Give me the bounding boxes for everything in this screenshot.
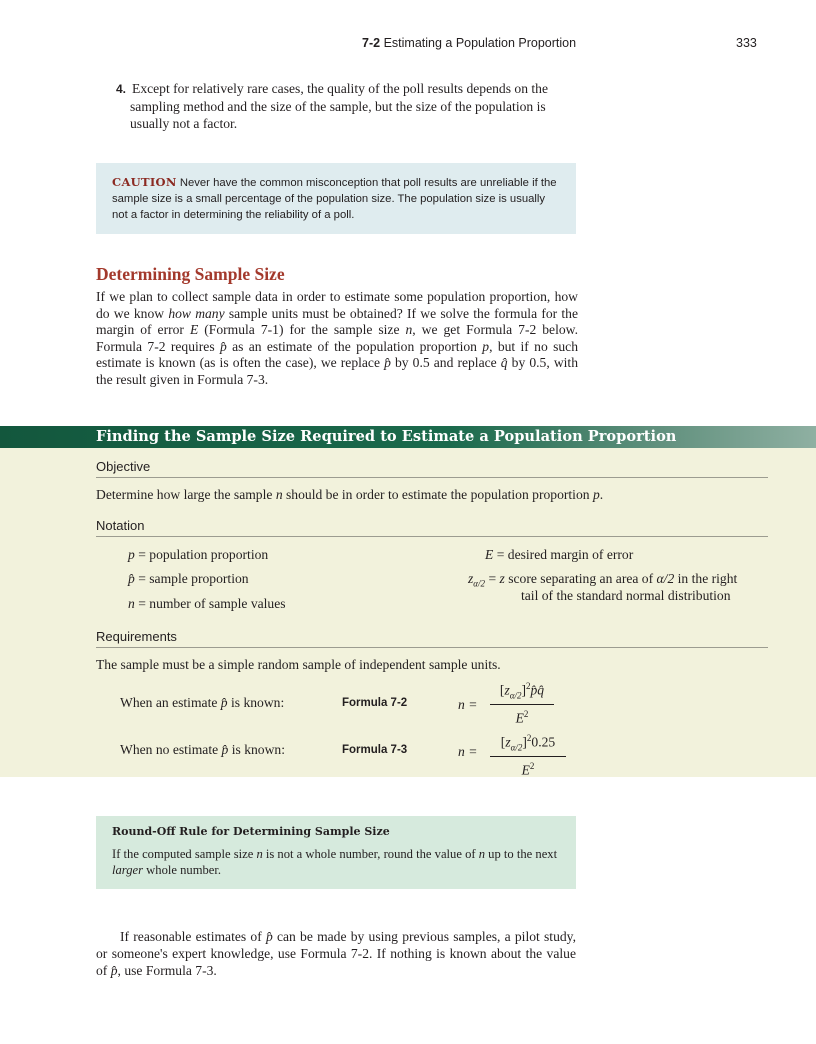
- notation-definition: score separating an area of: [504, 571, 657, 586]
- symbol-p-hat: p̂: [220, 695, 228, 710]
- symbol-p-hat: p̂: [384, 355, 391, 371]
- condition-text: When an estimate: [120, 695, 221, 710]
- caution-box: [96, 163, 576, 234]
- notation-p: [128, 547, 268, 563]
- rule-text: whole number.: [143, 863, 222, 877]
- notation-p-hat: [128, 571, 249, 587]
- intro-paragraph: [96, 289, 578, 389]
- exponent: 2: [523, 709, 529, 720]
- objective-text-part: Determine how large the sample: [96, 487, 276, 502]
- notation-definition: = desired margin of error: [496, 547, 634, 562]
- notation-z-line2: tail of the standard normal distribution: [521, 588, 731, 603]
- notation-E: [485, 547, 633, 563]
- intro-text: by 0.5 and replace: [390, 355, 501, 371]
- intro-text: (Formula 7-1) for the sample size: [198, 322, 406, 338]
- symbol-z: z: [468, 571, 474, 586]
- symbol-p: p: [128, 547, 135, 562]
- list-item-number: 4.: [116, 82, 127, 96]
- notation-definition: = number of sample values: [138, 596, 286, 611]
- symbol-n: n: [275, 487, 283, 502]
- closing-paragraph: [96, 928, 576, 979]
- notation-definition: = population proportion: [138, 547, 269, 562]
- symbol-n: n: [405, 322, 413, 338]
- notation-n: [128, 596, 286, 612]
- bracket: [: [499, 682, 505, 698]
- formula-box-title: Finding the Sample Size Required to Estimate a Population Proportion: [96, 428, 677, 445]
- page-number: 333: [736, 36, 757, 50]
- constant-0-25: 0.25: [531, 734, 556, 750]
- symbol-E: E: [189, 322, 199, 338]
- symbol-p: p: [482, 338, 490, 354]
- subscript-alpha-2: α/2: [510, 742, 523, 753]
- symbol-E: E: [521, 762, 530, 778]
- objective-text-part: should be in order to estimate the population proportion: [282, 487, 593, 502]
- symbol-n: n: [256, 847, 263, 861]
- formula-7-3-lhs: n =: [458, 744, 478, 759]
- symbol-p-hat: p̂: [128, 571, 135, 586]
- equals-sign: =: [488, 571, 497, 586]
- formula-7-3-fraction: [490, 729, 566, 780]
- symbol-E: E: [515, 710, 524, 726]
- intro-text: by 0.5, with the result given in Formula 7-3.: [96, 355, 578, 387]
- subscript-alpha-2: α/2: [509, 690, 522, 701]
- exponent: 2: [526, 681, 531, 691]
- intro-text: , but if no such estimate is known (as is often the case), we replace: [96, 338, 578, 371]
- symbol-q-hat: q̂: [500, 355, 508, 371]
- symbol-p: p: [592, 487, 600, 502]
- list-item-4: [116, 80, 566, 132]
- closing-text: If reasonable estimates of: [120, 929, 266, 944]
- rule-emphasis: larger: [112, 863, 144, 877]
- divider: [96, 647, 768, 648]
- section-title: Estimating a Population Proportion: [383, 36, 577, 50]
- bracket: ]: [521, 682, 526, 698]
- exponent: 2: [529, 761, 535, 772]
- divider: [96, 536, 768, 537]
- intro-text: as an estimate of the population proportion: [226, 338, 483, 354]
- objective-text-part: .: [599, 487, 604, 502]
- requirements-label: Requirements: [96, 629, 177, 644]
- formula-7-3-numerator: [490, 729, 566, 756]
- intro-text: If we plan to collect sample data in order to estimate some population proportion, how do we know: [96, 289, 578, 321]
- caution-label: CAUTION: [112, 175, 177, 189]
- symbol-z: z: [505, 734, 511, 750]
- list-item-text: Except for relatively rare cases, the quality of the poll results depends on the sampling method and the size of the sample, but the size of the population is usually not a factor.: [130, 81, 548, 131]
- closing-text: , use Formula 7-3.: [117, 963, 217, 978]
- divider: [96, 477, 768, 478]
- objective-label: Objective: [96, 459, 151, 474]
- round-off-rule-title: Round-Off Rule for Determining Sample Size: [112, 825, 390, 838]
- p-hat-q-hat: p̂q̂: [530, 682, 545, 698]
- rule-text: is not a whole number, round the value of: [262, 847, 479, 861]
- round-off-rule-text: [112, 846, 560, 878]
- symbol-p-hat: p̂: [110, 963, 118, 978]
- intro-text: , we get Formula 7-2 below. Formula 7-2 requires: [96, 322, 578, 354]
- symbol-p-hat: p̂: [219, 338, 227, 354]
- subscript-alpha-2: α/2: [473, 578, 486, 589]
- round-off-rule-box: [96, 816, 576, 889]
- formula-7-2-label: Formula 7-2: [342, 697, 408, 709]
- formula-7-2-lhs: n =: [458, 697, 478, 712]
- formula-7-3-condition: [120, 742, 285, 758]
- condition-text: is known:: [228, 742, 285, 757]
- requirement-text: The sample must be a simple random sample of independent sample units.: [96, 657, 501, 672]
- formula-7-2-denominator: [490, 704, 554, 728]
- bracket: ]: [522, 734, 527, 750]
- formula-7-3-denominator: [490, 756, 566, 780]
- closing-text: can be made by using previous samples, a pilot study, or someone's expert knowledge, use Formula 7-2. If nothing is known about the value of: [96, 929, 576, 978]
- notation-label: Notation: [96, 518, 145, 533]
- condition-text: is known:: [227, 695, 285, 710]
- symbol-E: E: [485, 547, 494, 562]
- formula-7-2-condition: [120, 695, 284, 711]
- symbol-z: z: [499, 571, 505, 586]
- symbol-p-hat: p̂: [221, 742, 229, 757]
- caution-text-block: [112, 174, 560, 223]
- rule-text: up to the next: [485, 847, 558, 861]
- running-head: [362, 36, 576, 50]
- symbol-n: n: [128, 596, 135, 611]
- symbol-z: z: [504, 682, 510, 698]
- symbol-alpha-2: α/2: [656, 571, 675, 586]
- section-heading: Determining Sample Size: [96, 264, 285, 284]
- rule-text: If the computed sample size: [112, 847, 257, 861]
- notation-z: [468, 571, 737, 589]
- symbol-n: n: [478, 847, 486, 861]
- objective-text: [96, 487, 603, 503]
- symbol-p-hat: p̂: [265, 929, 273, 944]
- notation-definition: = sample proportion: [138, 571, 249, 586]
- formula-7-2-numerator: [490, 677, 554, 704]
- formula-box-banner: [0, 426, 816, 448]
- exponent: 2: [526, 733, 532, 743]
- section-number: 7-2: [362, 36, 381, 50]
- caution-text: Never have the common misconception that poll results are unreliable if the sample size is a small percentage of the population size. The population size is usually not a factor in determining the reliability of a poll.: [112, 177, 557, 221]
- formula-7-2-fraction: [490, 677, 554, 728]
- intro-emphasis: how many: [168, 305, 225, 321]
- bracket: [: [500, 734, 506, 750]
- intro-text: sample units must be obtained? If we solve the formula for the margin of error: [96, 305, 578, 338]
- formula-7-3-label: Formula 7-3: [342, 744, 408, 756]
- notation-definition: in the right: [674, 571, 738, 586]
- condition-text: When no estimate: [120, 742, 222, 757]
